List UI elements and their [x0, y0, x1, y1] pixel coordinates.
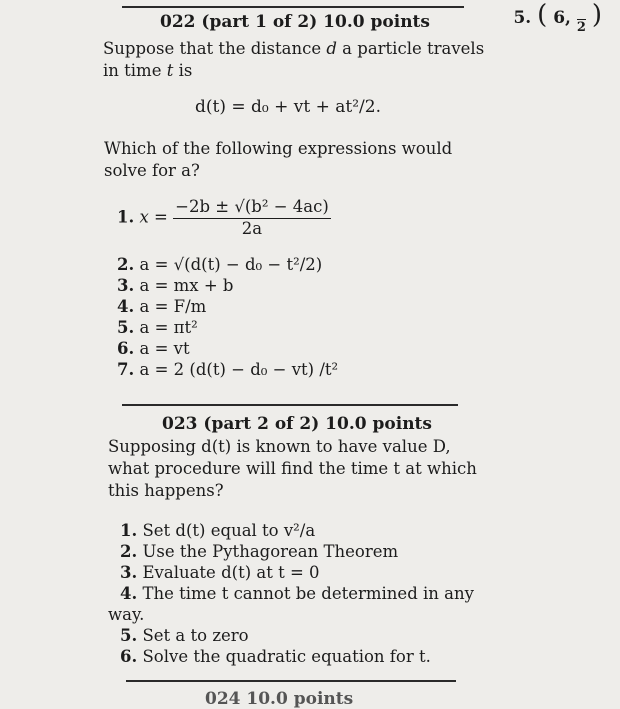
q23-option-4-wrap: way. — [108, 605, 145, 624]
corner-number: 5. — [513, 8, 532, 28]
q22-option-1[interactable]: 1. x = $\frac{\text{−2b ± √(b² − 4ac)}}{2a}$ — [117, 197, 329, 239]
q23-option-1[interactable]: 1. Set d(t) equal to v²/a — [120, 521, 316, 540]
q23-option-2[interactable]: 2. Use the Pythagorean Theorem — [120, 542, 399, 561]
bottom-divider — [126, 680, 456, 682]
corner-partial-answer — [513, 0, 602, 35]
q22-option-2[interactable]: 2. a = √(d(t) − d₀ − t²/2) — [117, 255, 323, 274]
q22-option-4[interactable]: 4. a = F/m — [117, 297, 207, 316]
q22-options-list — [117, 254, 338, 380]
corner-paren-open: ( — [537, 0, 548, 30]
q23-option-3[interactable]: 3. Evaluate d(t) at t = 0 — [120, 563, 320, 582]
corner-paren-close: ) — [591, 0, 602, 30]
q23-header: 023 (part 2 of 2) 10.0 points — [162, 414, 432, 434]
q23-option-5[interactable]: 5. Set a to zero — [120, 626, 249, 645]
corner-expr: 6, — [553, 8, 571, 28]
q22-intro-line1: Suppose that the distance d a particle travels — [103, 39, 485, 58]
q22-header: 022 (part 1 of 2) 10.0 points — [160, 12, 430, 32]
q23-option-4[interactable]: 4. The time t cannot be determined in any — [120, 584, 474, 603]
next-question-header-partial: 024 10.0 points — [205, 689, 354, 709]
q22-option-6[interactable]: 6. a = vt — [117, 339, 190, 358]
corner-fraction: 2 — [577, 2, 586, 35]
q22-question-line2: solve for a? — [104, 161, 200, 180]
q22-question-line1: Which of the following expressions would — [104, 139, 453, 158]
q23-options-list — [108, 520, 474, 667]
top-divider — [122, 6, 464, 8]
q22-option-7[interactable]: 7. a = 2 (d(t) − d₀ − vt) /t² — [117, 360, 339, 379]
q23-option-6[interactable]: 6. Solve the quadratic equation for t. — [120, 647, 431, 666]
mid-divider — [122, 404, 458, 406]
q23-body-line3: this happens? — [108, 481, 224, 500]
q23-body-line2: what procedure will find the time t at which — [108, 459, 477, 478]
quadratic-formula-fraction: $\frac{\text{−2b ± √(b² − 4ac)}}{2a}$ — [175, 197, 329, 239]
q22-option-5[interactable]: 5. a = πt² — [117, 318, 198, 337]
q22-intro-line2: in time t is — [103, 61, 193, 80]
q23-body-line1: Supposing d(t) is known to have value D, — [108, 437, 451, 456]
q22-option-3[interactable]: 3. a = mx + b — [117, 276, 234, 295]
q22-equation: d(t) = d₀ + vt + at²/2. — [195, 97, 381, 117]
